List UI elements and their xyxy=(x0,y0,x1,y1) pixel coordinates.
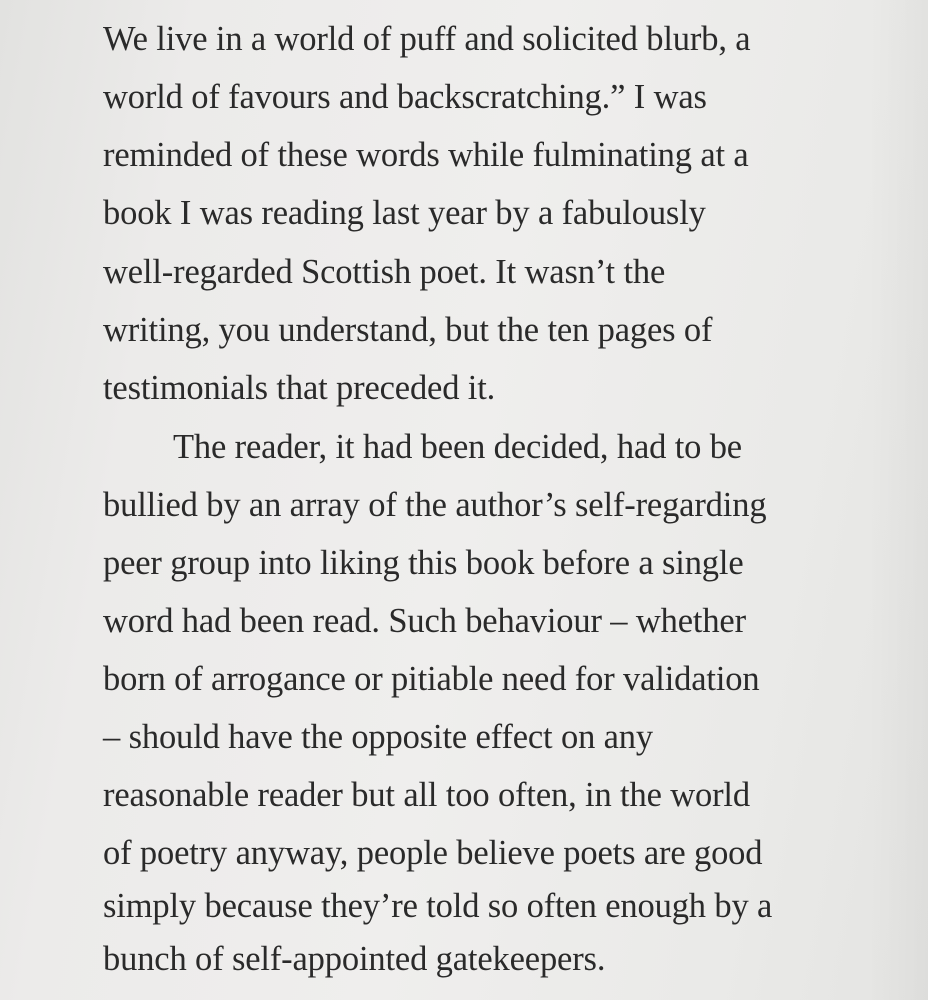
text-line: book I was reading last year by a fabulously xyxy=(103,194,706,232)
text-line: of poetry anyway, people believe poets are good xyxy=(103,834,763,872)
text-line: The reader, it had been decided, had to be xyxy=(173,428,742,466)
text-line: reasonable reader but all too often, in the world xyxy=(103,776,750,814)
text-line: writing, you understand, but the ten pages of xyxy=(103,311,713,349)
text-line: bunch of self-appointed gatekeepers. xyxy=(103,940,606,978)
text-line: born of arrogance or pitiable need for validation xyxy=(103,660,760,698)
text-line: well-regarded Scottish poet. It wasn’t the xyxy=(103,253,666,291)
text-line: We live in a world of puff and solicited blurb, a xyxy=(103,20,751,58)
text-line: – should have the opposite effect on any xyxy=(103,718,654,756)
text-line: bullied by an array of the author’s self-regarding xyxy=(103,486,767,524)
text-line: testimonials that preceded it. xyxy=(103,369,496,407)
text-line: word had been read. Such behaviour – whether xyxy=(103,602,746,640)
text-line: simply because they’re told so often enough by a xyxy=(103,887,773,925)
text-line: peer group into liking this book before a single xyxy=(103,544,744,582)
text-line: reminded of these words while fulminating at a xyxy=(103,136,749,174)
text-line: world of favours and backscratching.” I was xyxy=(103,78,707,116)
